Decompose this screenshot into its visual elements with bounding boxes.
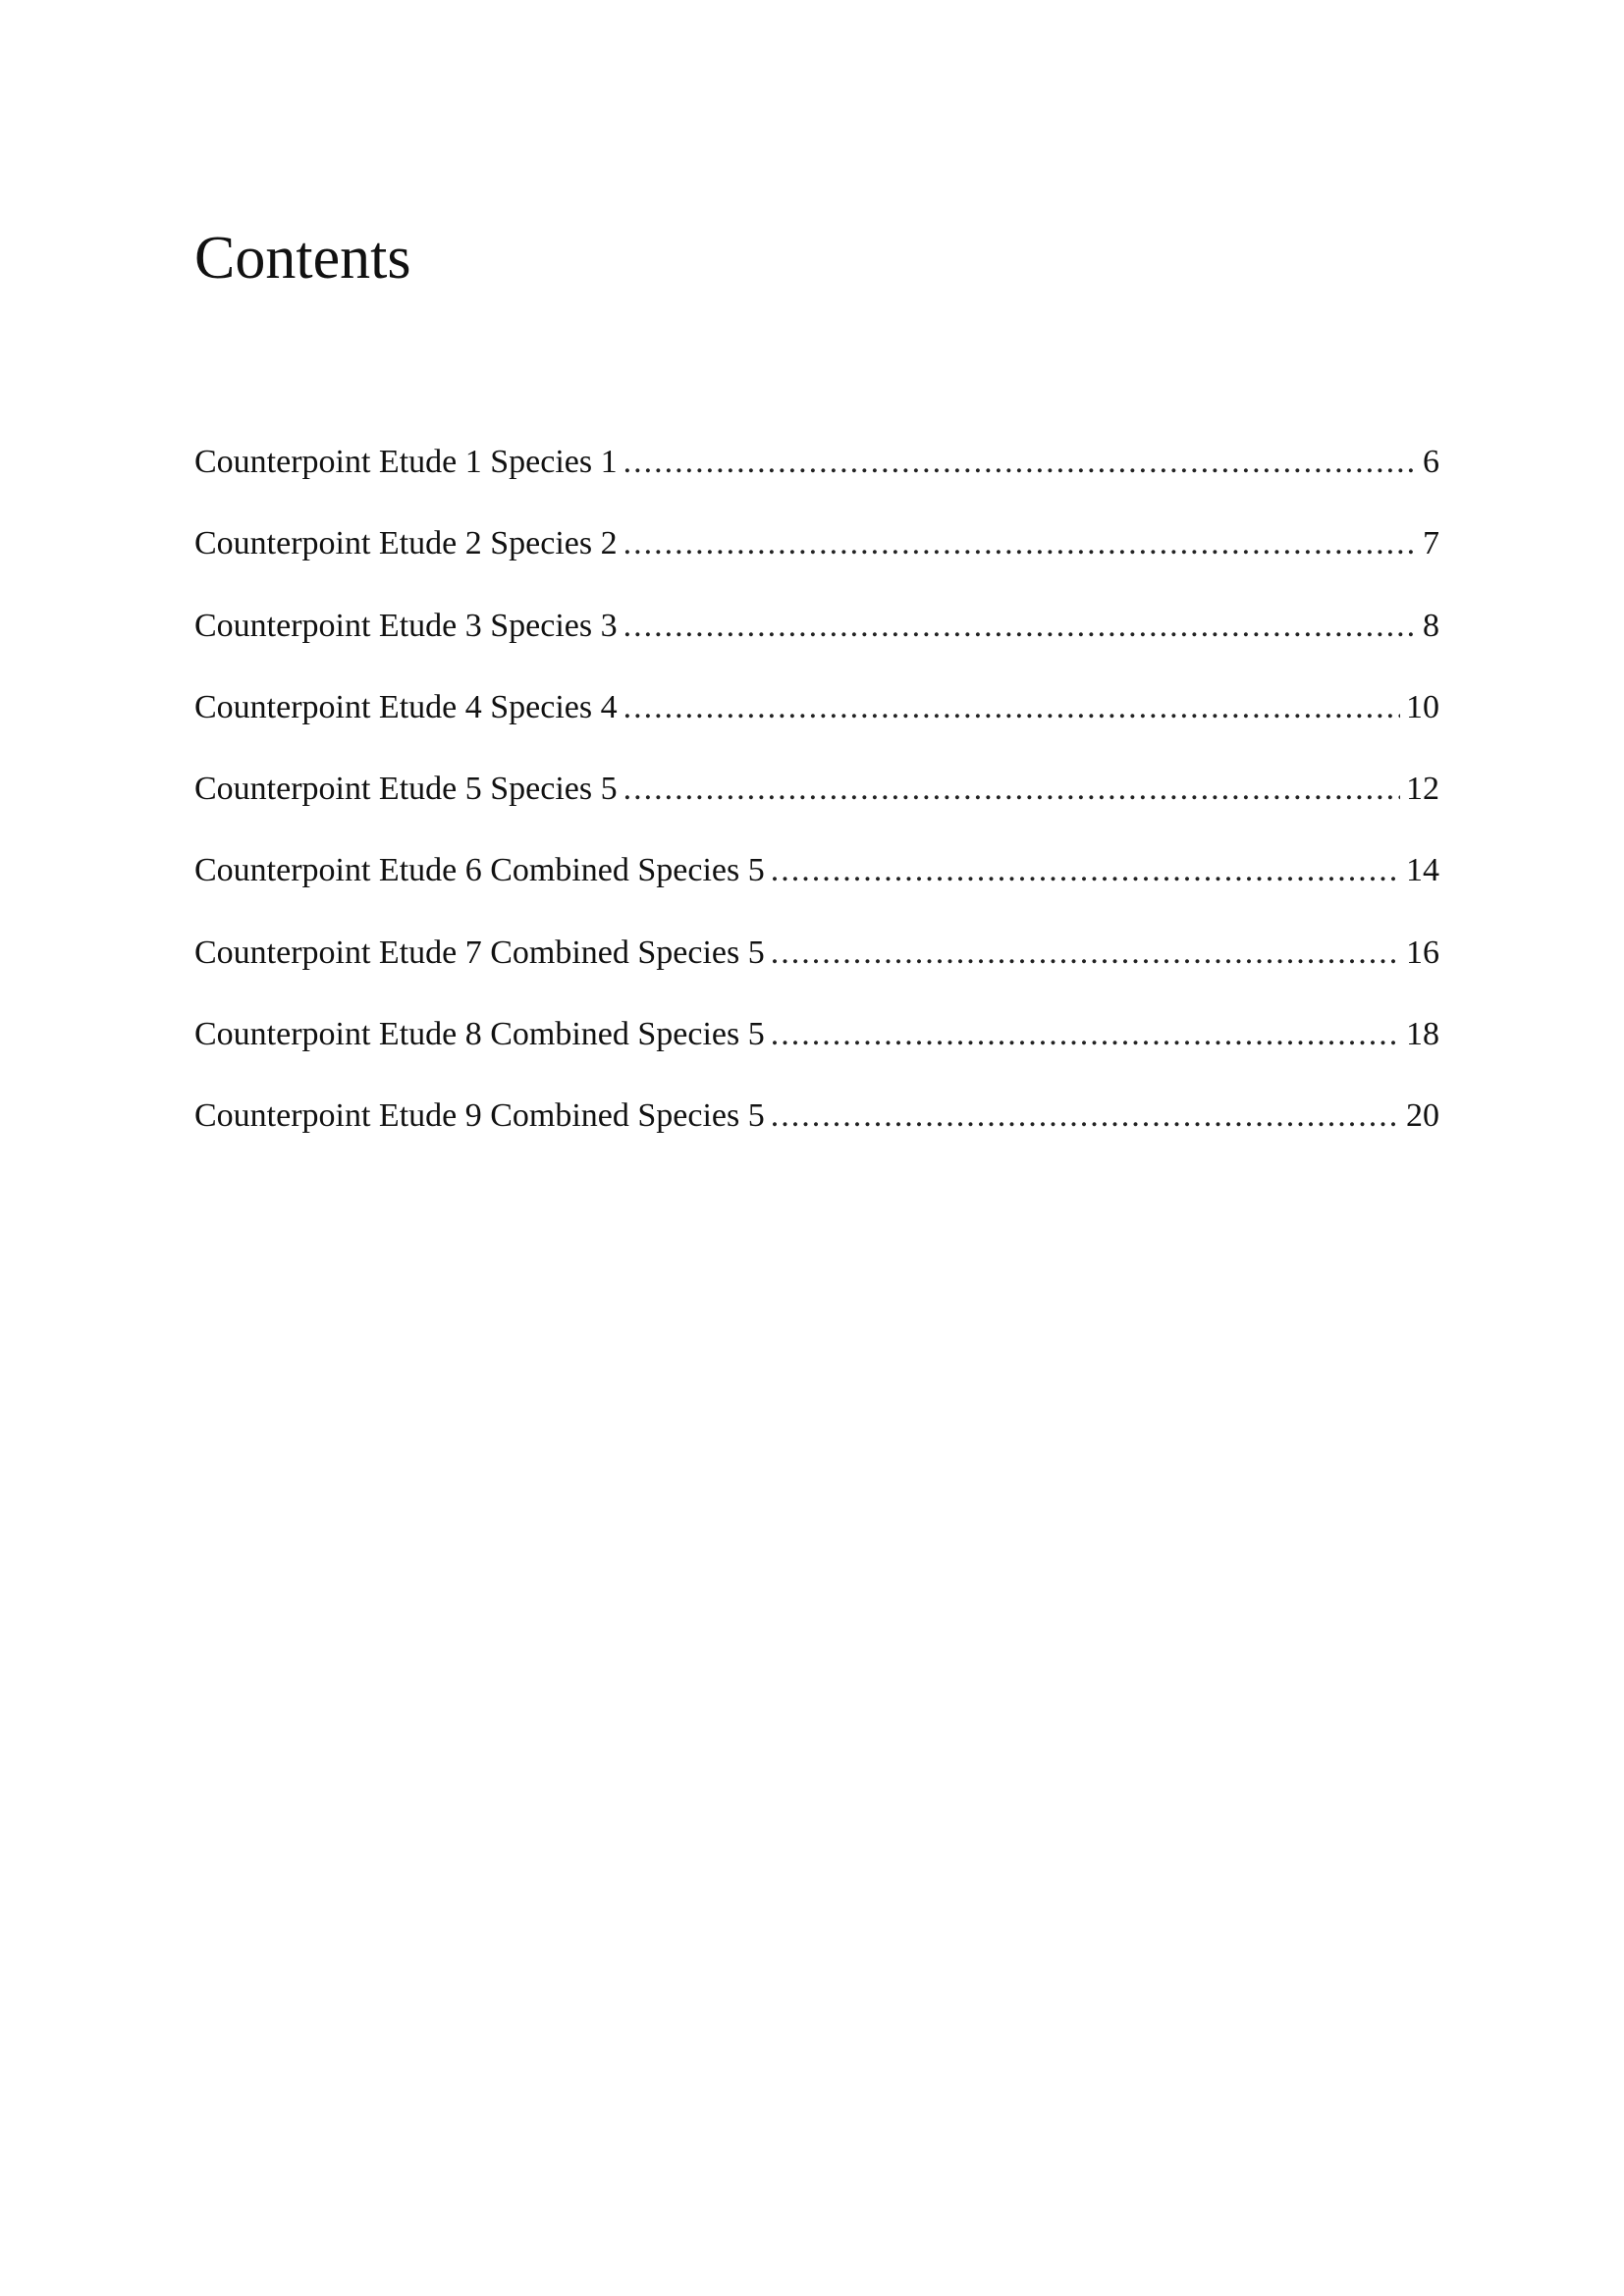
toc-entry-title: Counterpoint Etude 8 Combined Species 5 [194,1016,765,1053]
toc-entry-1[interactable] [194,438,1439,519]
toc-entry-title: Counterpoint Etude 7 Combined Species 5 [194,934,765,971]
toc-page-number: 10 [1406,688,1439,725]
toc-entry-7[interactable] [194,929,1439,1010]
toc-page-number: 14 [1406,852,1439,889]
toc-dot-leader [771,929,1400,978]
toc-entry-title: Counterpoint Etude 6 Combined Species 5 [194,852,765,889]
toc-entry-5[interactable] [194,765,1439,846]
toc-entry-4[interactable] [194,683,1439,765]
toc-entry-title: Counterpoint Etude 3 Species 3 [194,607,618,644]
toc-entry-8[interactable] [194,1010,1439,1092]
toc-entry-title: Counterpoint Etude 5 Species 5 [194,771,618,808]
toc-entry-title: Counterpoint Etude 9 Combined Species 5 [194,1097,765,1135]
toc-page-number: 20 [1406,1097,1439,1135]
toc-entry-title: Counterpoint Etude 4 Species 4 [194,688,618,725]
toc-page-number: 18 [1406,1016,1439,1053]
toc-entry-title: Counterpoint Etude 1 Species 1 [194,444,618,480]
toc-entry-3[interactable] [194,602,1439,683]
toc-dot-leader [771,846,1400,895]
toc-entry-title: Counterpoint Etude 2 Species 2 [194,525,618,562]
table-of-contents [194,438,1439,1174]
toc-page-number: 6 [1423,444,1439,480]
toc-dot-leader [771,1010,1400,1059]
page-title: Contents [194,225,411,292]
toc-dot-leader [623,438,1417,487]
toc-page-number: 7 [1423,525,1439,562]
toc-dot-leader [623,765,1400,814]
toc-dot-leader [771,1092,1400,1141]
toc-dot-leader [623,519,1417,568]
toc-page-number: 12 [1406,771,1439,808]
toc-entry-2[interactable] [194,519,1439,601]
toc-dot-leader [623,683,1400,732]
toc-page-number: 16 [1406,934,1439,971]
toc-dot-leader [623,602,1417,651]
toc-page-number: 8 [1423,607,1439,644]
toc-entry-9[interactable] [194,1092,1439,1173]
toc-entry-6[interactable] [194,846,1439,928]
